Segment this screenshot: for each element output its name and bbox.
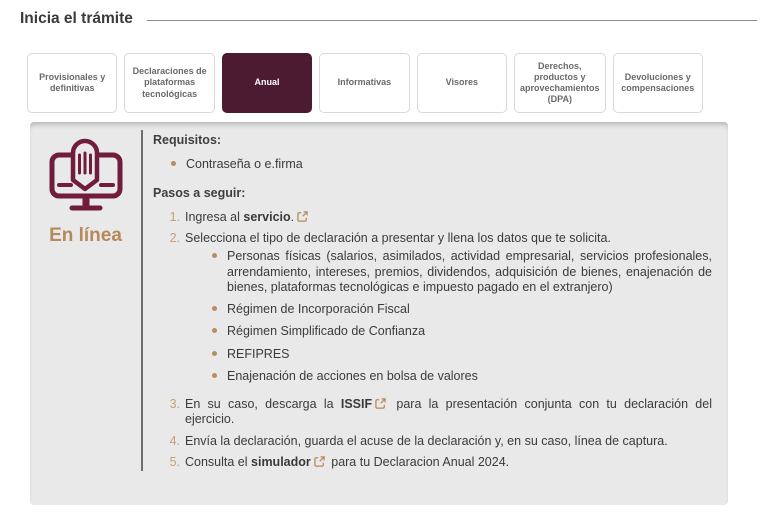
sub-bullet-item [212,324,712,339]
title-rule [147,20,757,21]
step-number: 1. [169,209,180,224]
step-body [185,231,712,391]
tab-visores[interactable]: Visores [417,53,507,113]
bullet-icon [212,306,217,311]
external-link-icon[interactable] [314,456,325,467]
requisito-text: Contraseña o e.firma [186,157,303,172]
tab-derechos-productos-y-aprovechamientos-dpa[interactable]: Derechos, productos y aprovechamientos (DPA) [514,53,606,113]
steps-list [153,210,712,470]
section-header [0,0,768,28]
step-body [185,434,712,449]
channel-column [30,122,141,505]
tab-declaraciones-de-plataformas-tecnol-gicas[interactable]: Declaraciones de plataformas tecnológicas [124,53,214,113]
sub-bullet-text: Régimen Simplificado de Confianza [227,324,426,339]
bullet-icon [212,373,217,378]
step-item-5 [166,455,712,470]
step-item-2 [166,231,712,391]
sub-bullet-item [212,249,712,295]
requisito-item [171,157,712,172]
step-number: 2. [169,231,180,245]
anual-panel [30,122,728,505]
step-text: Consulta el simulador para tu Declaracion Anual 2024. [185,454,510,469]
step-number: 3. [169,397,180,411]
bullet-icon [212,351,217,356]
sub-bullet-item [212,302,712,317]
page-title: Inicia el trámite [20,10,133,27]
external-link-icon[interactable] [375,398,386,409]
link-issif[interactable]: ISSIF [340,397,373,411]
step-number: 5. [169,454,180,469]
sub-bullet-text: Personas físicas (salarios, asimilados, actividad empresarial, servicios profesionales, arrendamiento, intereses, premios, dividendos, adquisición de bienes, enajenación de bienes, plataformas tecnológicas e impuesto pagado en el extranjero) [227,249,712,294]
sub-bullet-text: REFIPRES [227,346,290,361]
requisitos-list [153,157,712,172]
pasos-heading: Pasos a seguir: [153,185,246,200]
tab-provisionales-y-definitivas[interactable]: Provisionales y definitivas [27,53,117,113]
step-body [185,455,712,470]
external-link-icon[interactable] [297,211,308,222]
sub-bullet-list [185,249,712,384]
bullet-icon [212,253,217,258]
requisitos-heading: Requisitos: [153,133,222,147]
tab-devoluciones-y-compensaciones[interactable]: Devoluciones y compensaciones [613,53,703,113]
step-item-1 [166,210,712,225]
link-simulador[interactable]: simulador [251,454,311,469]
step-text: Ingresa al servicio. [185,210,311,224]
tab-bar [27,53,703,113]
sub-bullet-item [212,369,712,384]
sub-bullet-item [212,347,712,362]
tab-anual[interactable]: Anual [222,53,312,113]
step-text: Selecciona el tipo de declaración a presentar y llena los datos que te solicita. [185,231,611,245]
step-item-3 [166,397,712,428]
sub-bullet-text: Enajenación de acciones en bolsa de valores [227,368,478,383]
tab-informativas[interactable]: Informativas [319,53,409,113]
bullet-icon [212,328,217,333]
channel-label: En línea [49,225,122,246]
content-column [143,122,728,505]
step-body [185,397,712,428]
bullet-icon [171,161,176,166]
step-text: En su caso, descarga la ISSIF para la presentación conjunta con tu declaración del ejercicio. [185,397,712,427]
link-servicio[interactable]: servicio [243,209,291,224]
step-number: 4. [169,433,180,448]
step-body [185,210,712,225]
step-item-4 [166,434,712,449]
sub-bullet-text: Régimen de Incorporación Fiscal [227,302,410,316]
monitor-hand-icon [48,134,124,223]
step-text: Envía la declaración, guarda el acuse de la declaración y, en su caso, línea de captura. [185,433,668,448]
